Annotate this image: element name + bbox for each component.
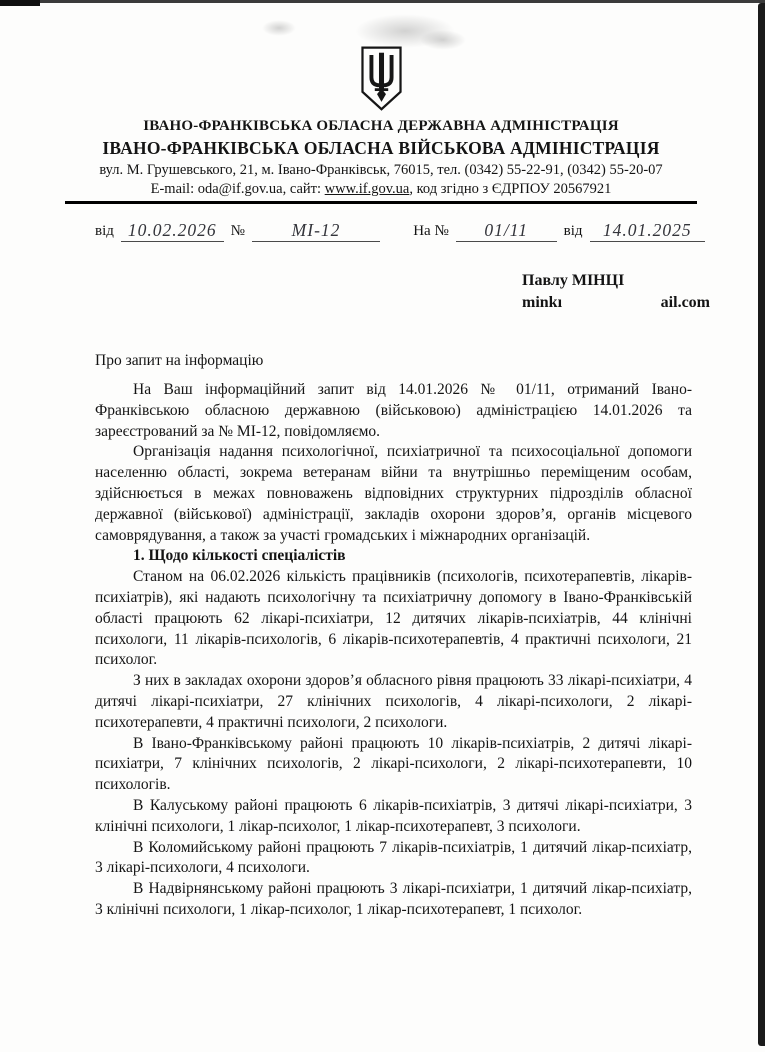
recipient-email-end: ail.com — [660, 294, 710, 311]
section-heading-specialists: 1. Щодо кількості спеціалістів — [133, 547, 346, 565]
recipient-block — [522, 270, 710, 314]
outgoing-date-label: від — [95, 223, 114, 239]
paragraph-kalush-district: В Калуському районі працюють 6 лікарів-психіатрів, 3 дитячі лікарі-психіатри, 3 клінічні психологи, 1 лікар-психолог, 1 лікар-психотерапевт, 3 психологи. — [95, 796, 692, 835]
org-name-line2: ІВАНО-ФРАНКІВСЬКА ОБЛАСНА ВІЙСЬКОВА АДМІНІСТРАЦІЯ — [102, 138, 660, 158]
paragraph-region-totals: Станом на 06.02.2026 кількість працівників (психологів, психотерапевтів, лікарів-психіатрів), які надають психологічну та психіатричну допомогу в Івано-Франківській області працюють 62 лікарі-психіатри, 12 дитячих лікарів-психіатрів, 44 клінічні психологи, 11 лікарів-психологів, 6 лікарів-психотерапевтів, 4 практичні психологи, 21 психолог. — [95, 568, 692, 669]
letterhead-contact-line — [65, 180, 697, 199]
letter-body — [95, 380, 692, 921]
paragraph-organization: Організація надання психологічної, психіатричної та психосоціальної допомоги населенню області, зокрема ветеранам війни та внутрішньо переміщеним особам, здійснюється в межах повноважень відповідних структурних підрозділів обласної державної (військової) адміністрації, закладів охорони здоров’я, органів місцевого самоврядування, а також за участі громадських і міжнародних організацій. — [95, 443, 692, 544]
org-name-line1: ІВАНО-ФРАНКІВСЬКА ОБЛАСНА ДЕРЖАВНА АДМІНІСТРАЦІЯ — [143, 118, 619, 134]
website-text: www.if.gov.ua — [324, 181, 410, 197]
incoming-date-handwritten: 14.01.2025 — [590, 220, 706, 242]
recipient-name: Павлу МІНЦІ — [522, 272, 625, 289]
reference-row — [95, 220, 705, 242]
incoming-number-handwritten: 01/11 — [456, 220, 557, 242]
tryzub-emblem-icon — [65, 46, 697, 114]
paragraph-kolomyia-district: В Коломийському районі працюють 7 лікарів-психіатрів, 1 дитячий лікар-психіатр, 3 лікарі-психологи, 4 психологи. — [95, 838, 692, 877]
incoming-number-label: На № — [413, 223, 449, 239]
paragraph-nadvirna-district: В Надвірнянському районі працюють 3 лікарі-психіатри, 1 дитячий лікар-психіатр, 3 клінічні психологи, 1 лікар-психолог, 1 лікар-психотерапевт, 1 психолог. — [95, 880, 692, 918]
paragraph-intro: На Ваш інформаційний запит від 14.01.2026 № 01/11, отриманий Івано-Франківською обласною державною (військовою) адміністрацією 14.01.2026 та зареєстрований за № МІ-12, повідомляємо. — [95, 381, 692, 440]
contact-suffix: , код згідно з ЄДРПОУ 20567921 — [409, 181, 612, 197]
subject-line: Про запит на інформацію — [95, 352, 264, 369]
recipient-email-redacted — [522, 292, 710, 314]
scan-noise-spot — [262, 20, 296, 36]
letterhead-divider — [65, 201, 697, 204]
outgoing-number-label: № — [230, 223, 245, 239]
scan-artifact-right-edge — [758, 3, 765, 1046]
paragraph-oblast-level: З них в закладах охорони здоров’я обласного рівня працюють 33 лікарі-психіатри, 4 дитячі лікарі-психіатри, 27 клінічних психологів, 4 лікарі-психологи, 2 лікарі-психотерапевти, 4 практичні психологи, 2 психологи. — [95, 672, 692, 731]
scan-artifact-corner-mark — [0, 0, 40, 6]
outgoing-date-handwritten: 10.02.2026 — [121, 220, 224, 242]
letterhead-address: вул. М. Грушевського, 21, м. Івано-Франківськ, 76015, тел. (0342) 55-22-91, (0342) 55-20-07 — [99, 162, 663, 178]
scan-artifact-top-edge — [0, 0, 765, 3]
paragraph-ivano-frankivsk-district: В Івано-Франківському районі працюють 10 лікарів-психіатрів, 2 дитячі лікарі-психіатри, 7 клінічних психологів, 2 лікарі-психологи, 2 лікарі-психотерапевти, 10 психологів. — [95, 734, 692, 794]
recipient-email-start: minkı — [522, 294, 563, 311]
incoming-date-label: від — [563, 223, 583, 239]
outgoing-number-handwritten: МІ-12 — [252, 220, 380, 242]
scan-noise-spot — [420, 30, 466, 50]
contact-prefix: E-mail: oda@if.gov.ua, сайт: — [150, 181, 325, 197]
